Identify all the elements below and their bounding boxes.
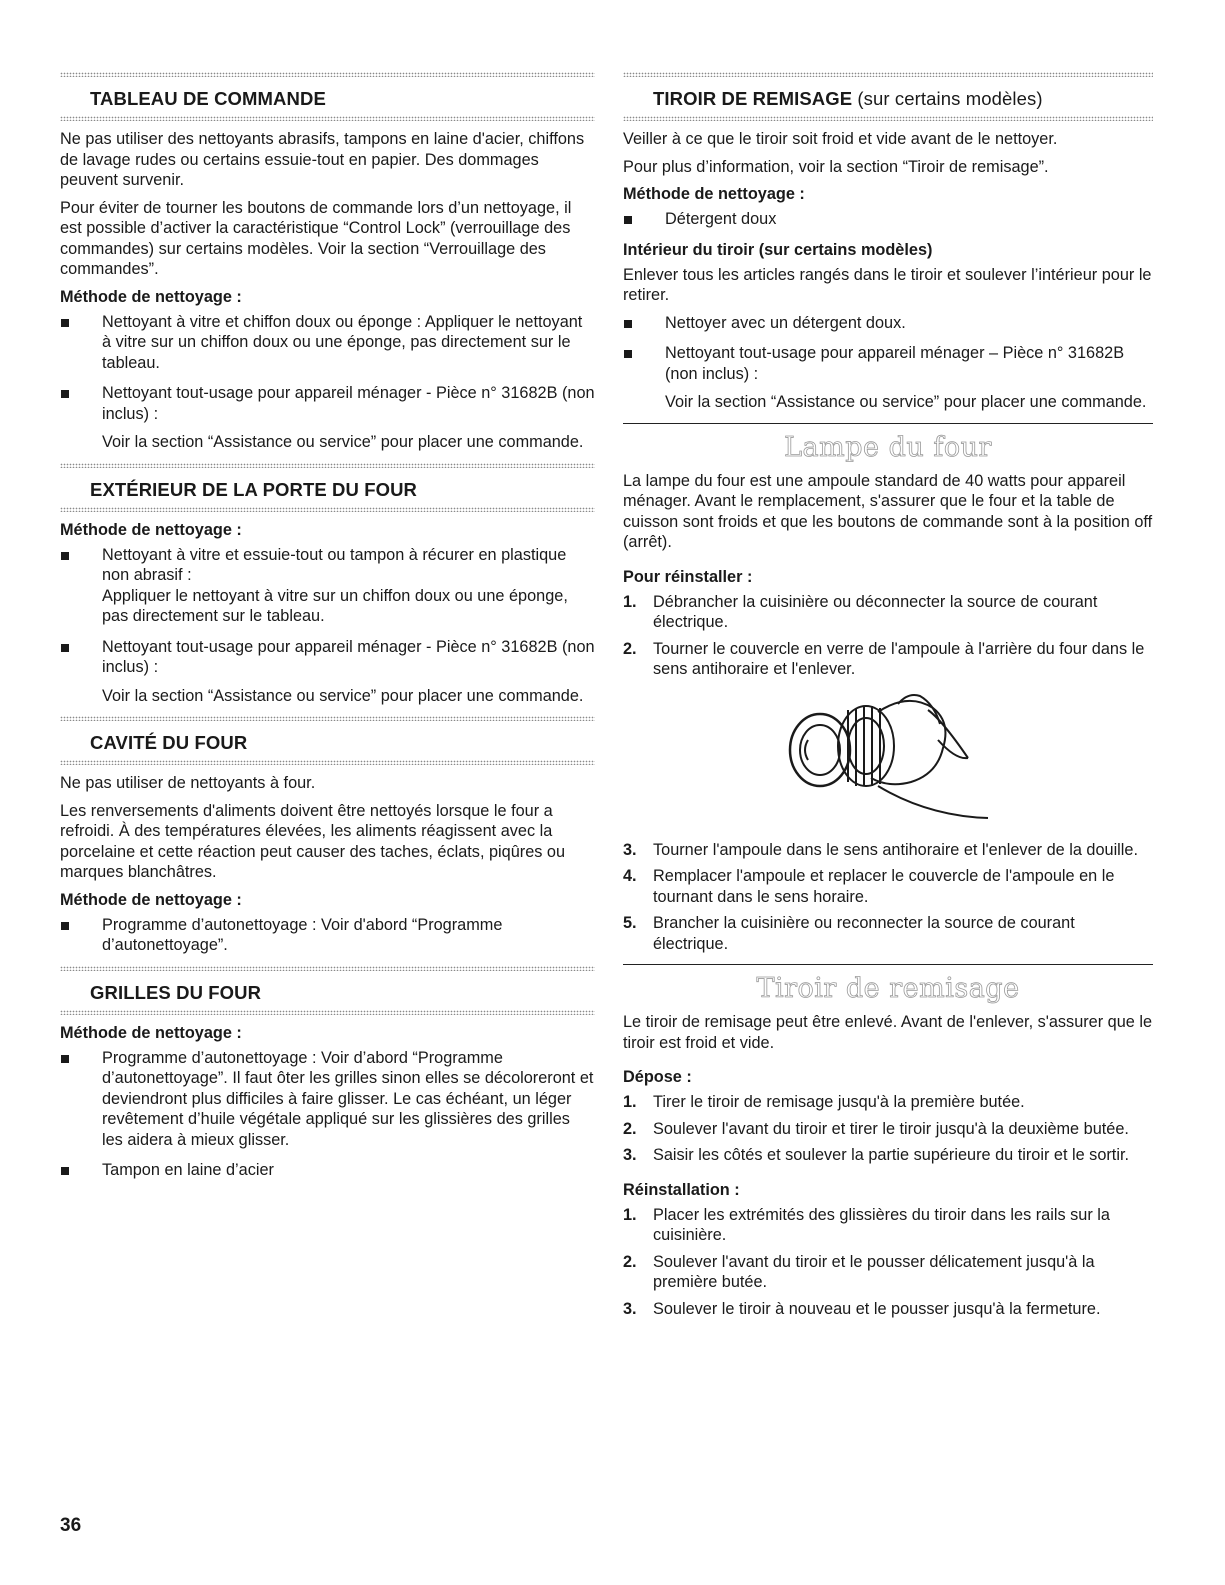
subheading: Dépose :	[623, 1068, 692, 1086]
page-number: 36	[60, 1515, 82, 1536]
step-number: 1.	[623, 1205, 637, 1224]
section-divider	[623, 423, 1153, 424]
list-item-text: Tampon en laine d’acier	[102, 1161, 274, 1179]
step-number: 3.	[623, 1299, 637, 1318]
list-item	[623, 1205, 1153, 1246]
step-text: Tourner le couvercle en verre de l'ampoule à l'arrière du four dans le sens antihoraire et l'enlever.	[653, 639, 1145, 678]
paragraph: La lampe du four est une ampoule standard de 40 watts pour appareil ménager. Avant le remplacement, s'assurer que le four et la table de cuisson sont froids et que les boutons de commande sont à la position off (arrêt).	[623, 471, 1153, 551]
step-text: Brancher la cuisinière ou reconnecter la source de courant électrique.	[653, 914, 1075, 953]
step-number: 3.	[623, 1146, 637, 1164]
subheading: Méthode de nettoyage :	[60, 520, 242, 539]
list-item-text: Programme d’autonettoyage : Voir d’abord “Programme d’autonettoyage”. Il faut ôter les grilles sinon elles se décoloreront et deviendront plus difficiles à faire glisser. Le cas échéant, un léger revêtement d’huile végétale appliqué sur les glissières des grilles les aidera à mieux glisser.	[102, 1048, 594, 1149]
bullet-list	[60, 915, 595, 956]
paragraph: Pour plus d’information, voir la section “Tiroir de remisage”.	[623, 157, 1049, 176]
bullet-list	[60, 1048, 595, 1181]
list-item-note: Voir la section “Assistance ou service” pour placer une commande.	[102, 686, 584, 705]
subheading: Méthode de nettoyage :	[60, 890, 242, 909]
step-number: 2.	[623, 1252, 637, 1271]
dotted-rule	[60, 1010, 595, 1015]
list-item-text: Nettoyant à vitre et essuie-tout ou tampon à récurer en plastique non abrasif :	[102, 545, 567, 584]
paragraph: Ne pas utiliser de nettoyants à four.	[60, 774, 316, 792]
list-item	[60, 1048, 595, 1151]
list-item	[623, 1145, 1153, 1166]
list-item-text: Nettoyant à vitre et chiffon doux ou éponge : Appliquer le nettoyant à vitre sur un chiffon doux ou une éponge, pas directement sur le tableau.	[102, 312, 583, 372]
numbered-list	[623, 840, 1153, 955]
bullet-list	[623, 313, 1153, 413]
subheading: Méthode de nettoyage :	[623, 185, 805, 203]
bullet-list	[60, 545, 595, 707]
subheading: Méthode de nettoyage :	[60, 287, 242, 306]
list-item	[60, 312, 595, 374]
list-item-text: Nettoyant tout-usage pour appareil ménager - Pièce n° 31682B (non inclus) :	[102, 384, 595, 423]
list-item-text: Nettoyer avec un détergent doux.	[665, 313, 906, 332]
numbered-list	[623, 592, 1153, 680]
list-item	[623, 592, 1153, 633]
step-number: 2.	[623, 639, 637, 658]
step-number: 3.	[623, 840, 637, 859]
list-item-text: Programme d’autonettoyage : Voir d'abord “Programme d’autonettoyage”.	[102, 915, 503, 954]
step-number: 1.	[623, 592, 637, 611]
step-number: 1.	[623, 1093, 637, 1111]
paragraph: Les renversements d'aliments doivent être nettoyés lorsque le four a refroidi. À des températures élevées, les aliments réagissent avec la porcelaine et cette réaction peut causer des taches, éclats, piqûres ou marques blanchâtres.	[60, 801, 566, 881]
list-item	[623, 1092, 1153, 1113]
list-item	[623, 313, 1153, 334]
paragraph: Ne pas utiliser des nettoyants abrasifs, tampons en laine d'acier, chiffons de lavage rudes ou certains essuie-tout en papier. Des dommages peuvent survenir.	[60, 130, 585, 189]
section-heading-oven-lamp: Lampe du four	[784, 431, 992, 463]
list-item-note: Voir la section “Assistance ou service” pour placer une commande.	[665, 393, 1147, 411]
subheading: Pour réinstaller :	[623, 567, 753, 586]
list-item	[623, 1119, 1153, 1140]
bullet-list	[60, 312, 595, 453]
list-item	[623, 209, 1153, 230]
list-item-text: Détergent doux	[665, 210, 777, 228]
section-divider	[623, 964, 1153, 965]
subheading: Méthode de nettoyage :	[60, 1023, 242, 1042]
list-item	[623, 866, 1153, 907]
list-item	[623, 343, 1153, 413]
list-item	[623, 1252, 1153, 1293]
step-text: Débrancher la cuisinière ou déconnecter la source de courant électrique.	[653, 592, 1098, 631]
section-heading-storage-drawer: Tiroir de remisage	[756, 973, 1020, 1004]
list-item	[60, 383, 595, 453]
section-header-storage-drawer	[623, 72, 1153, 121]
bullet-list	[623, 209, 1153, 230]
step-text: Soulever l'avant du tiroir et tirer le tiroir jusqu'à la deuxième butée.	[653, 1119, 1129, 1138]
numbered-list	[623, 1092, 1153, 1166]
section-header-oven-cavity	[60, 716, 595, 765]
list-item	[623, 913, 1153, 954]
section-title: CAVITÉ DU FOUR	[90, 732, 248, 753]
step-text: Saisir les côtés et soulever la partie supérieure du tiroir et le sortir.	[653, 1146, 1129, 1164]
step-text: Soulever l'avant du tiroir et le pousser délicatement jusqu'à la première butée.	[653, 1252, 1095, 1291]
right-column	[623, 72, 1153, 1327]
step-number: 2.	[623, 1119, 637, 1138]
dotted-rule	[60, 760, 595, 765]
step-text: Remplacer l'ampoule et replacer le couvercle de l'ampoule en le tournant dans le sens horaire.	[653, 867, 1115, 906]
step-number: 5.	[623, 914, 637, 932]
section-title: TABLEAU DE COMMANDE	[90, 88, 326, 109]
list-item	[623, 840, 1153, 861]
list-item-text: Appliquer le nettoyant à vitre sur un chiffon doux ou une éponge, pas directement sur le tableau.	[102, 586, 568, 625]
step-text: Placer les extrémités des glissières du tiroir dans les rails sur la cuisinière.	[653, 1205, 1110, 1244]
paragraph: Enlever tous les articles rangés dans le tiroir et soulever l’intérieur pour le retirer.	[623, 265, 1152, 304]
section-header-door-exterior	[60, 463, 595, 512]
section-title	[623, 77, 1153, 116]
dotted-rule	[60, 116, 595, 121]
section-title: GRILLES DU FOUR	[90, 981, 262, 1003]
section-header-oven-racks	[60, 966, 595, 1015]
bulb-cover-hand-icon	[778, 688, 998, 828]
section-title: EXTÉRIEUR DE LA PORTE DU FOUR	[90, 478, 418, 500]
list-item	[623, 1299, 1153, 1320]
list-item	[60, 915, 595, 956]
list-item-text: Nettoyant tout-usage pour appareil ménager - Pièce n° 31682B (non inclus) :	[102, 637, 595, 676]
list-item	[60, 637, 595, 707]
paragraph: Veiller à ce que le tiroir soit froid et vide avant de le nettoyer.	[623, 130, 1058, 148]
section-title-text: TIROIR DE REMISAGE	[653, 88, 853, 109]
step-text: Tirer le tiroir de remisage jusqu'à la première butée.	[653, 1093, 1025, 1111]
list-item-text: Nettoyant tout-usage pour appareil ménager – Pièce n° 31682B (non inclus) :	[665, 344, 1125, 383]
step-number: 4.	[623, 867, 637, 885]
dotted-rule	[60, 507, 595, 512]
dotted-rule	[623, 116, 1153, 121]
section-header-control-panel	[60, 72, 595, 121]
left-column	[60, 72, 595, 1191]
list-item-note: Voir la section “Assistance ou service” pour placer une commande.	[102, 433, 584, 451]
paragraph: Le tiroir de remisage peut être enlevé. Avant de l'enlever, s'assurer que le tiroir est froid et vide.	[623, 1013, 1153, 1052]
list-item	[623, 639, 1153, 680]
step-text: Tourner l'ampoule dans le sens antihoraire et l'enlever de la douille.	[653, 840, 1138, 859]
step-text: Soulever le tiroir à nouveau et le pousser jusqu'à la fermeture.	[653, 1299, 1101, 1318]
list-item	[60, 1160, 595, 1181]
paragraph: Pour éviter de tourner les boutons de commande lors d’un nettoyage, il est possible d’activer la caractéristique “Control Lock” (verrouillage des commandes) sur certains modèles. Voir la section “Verrouillage des commandes”.	[60, 198, 572, 278]
numbered-list	[623, 1205, 1153, 1320]
list-item	[60, 545, 595, 627]
subheading: Réinstallation :	[623, 1180, 740, 1199]
lamp-illustration	[623, 688, 1153, 828]
subheading: Intérieur du tiroir (sur certains modèles)	[623, 240, 933, 259]
section-title-suffix: (sur certains modèles)	[857, 88, 1043, 109]
